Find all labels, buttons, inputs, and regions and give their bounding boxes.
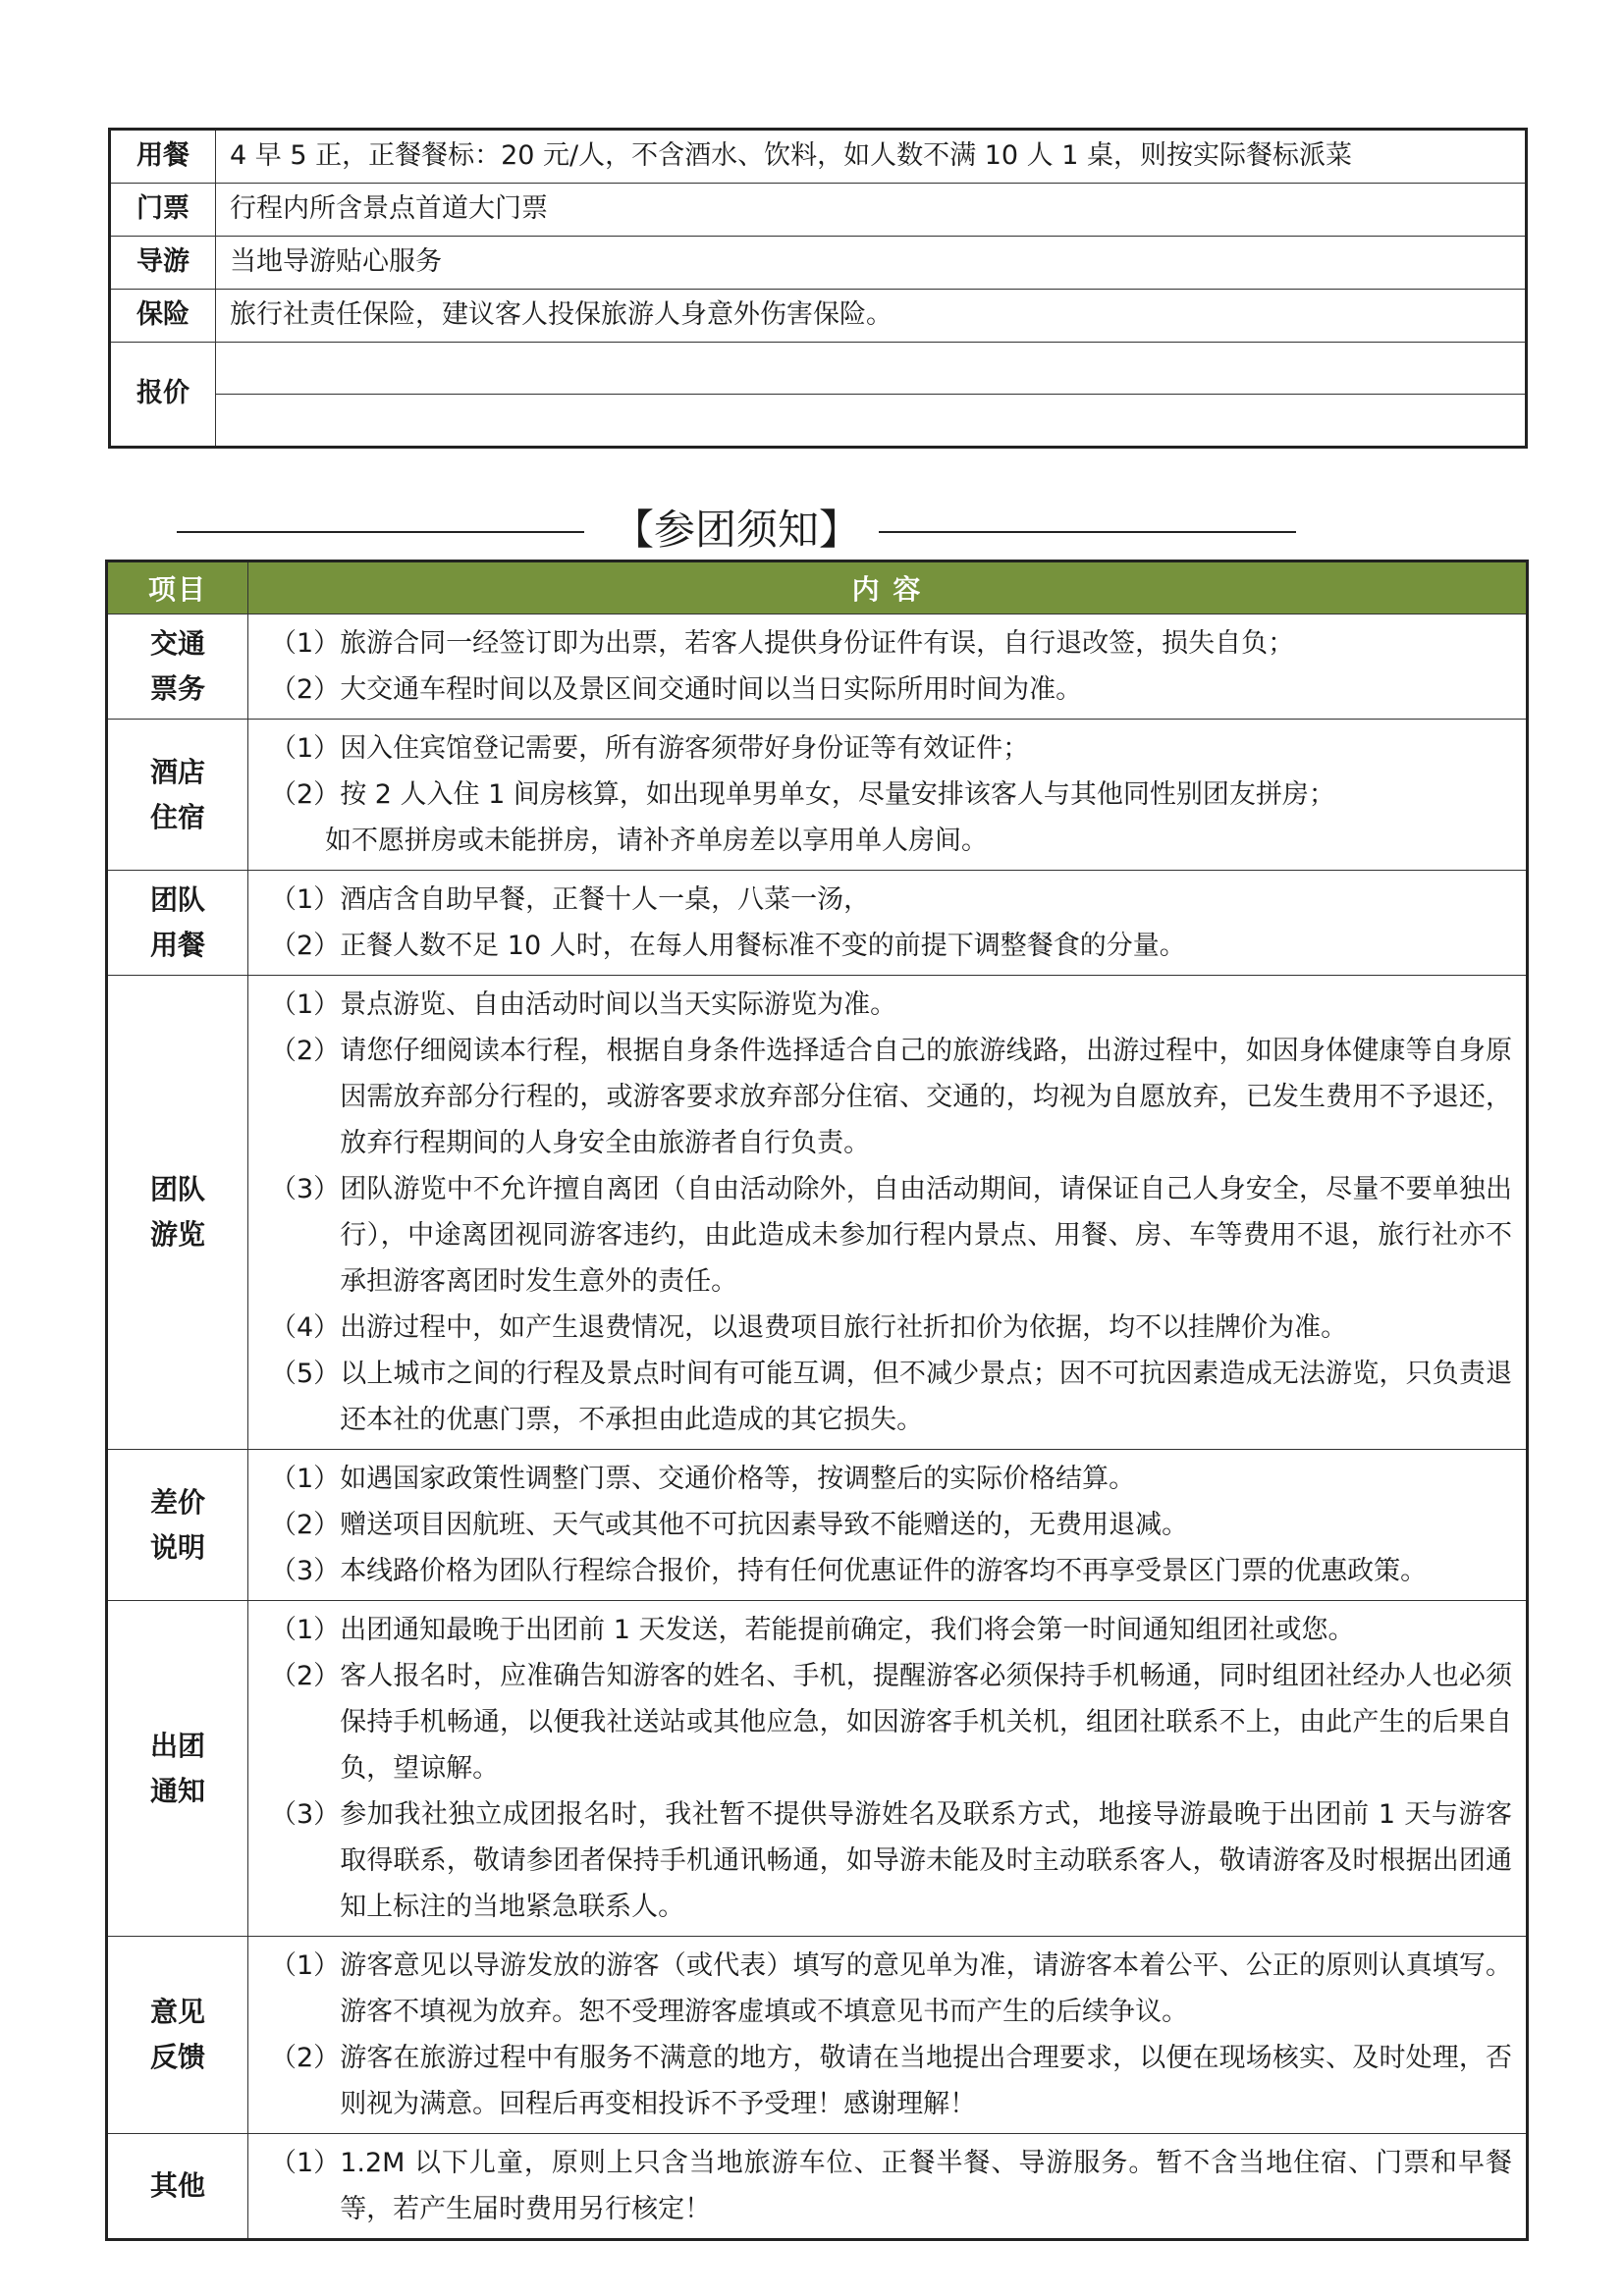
- notice-item: [270, 1653, 1512, 1791]
- item-text: 参加我社独立成团报名时，我社暂不提供导游姓名及联系方式，地接导游最晚于出团前 1 天与游客取得联系，敬请参团者保持手机通讯畅通，如导游未能及时主动联系客人，敬请游客及时根据出团通知上标注的当地紧急联系人。: [340, 1799, 1512, 1922]
- item-number: （1）: [270, 628, 341, 659]
- item-text: 酒店含自助早餐，正餐十人一桌，八菜一汤，: [340, 884, 871, 915]
- item-text: 赠送项目因航班、天气或其他不可抗因素导致不能赠送的，无费用退减。: [340, 1510, 1189, 1540]
- item-text: 如遇国家政策性调整门票、交通价格等，按调整后的实际价格结算。: [340, 1464, 1136, 1494]
- notice-label: [107, 1937, 248, 2134]
- notice-item: [270, 1502, 1512, 1548]
- quote-row: [110, 343, 1527, 395]
- row-label: 保险: [110, 290, 216, 343]
- notice-content: [248, 871, 1528, 976]
- notice-item: [270, 772, 1512, 818]
- notice-item: [270, 818, 1512, 864]
- row-label: 门票: [110, 184, 216, 237]
- notice-item: [270, 1028, 1512, 1166]
- label-line: 出团: [149, 1729, 205, 1762]
- notice-content: [248, 1450, 1528, 1601]
- item-text: 游客在旅游过程中有服务不满意的地方，敬请在当地提出合理要求，以便在现场核实、及时处理，否则视为满意。回程后再变相投诉不予受理！感谢理解！: [340, 2043, 1512, 2119]
- label-line: 票务: [149, 672, 205, 705]
- label-line: 交通: [149, 627, 205, 660]
- item-text: 大交通车程时间以及景区间交通时间以当日实际所用时间为准。: [340, 674, 1083, 705]
- quote-cell: [216, 343, 1527, 395]
- row-value: 当地导游贴心服务: [216, 237, 1527, 290]
- notice-item: [270, 1943, 1512, 2035]
- label-line: 说明: [149, 1530, 205, 1564]
- item-number: [270, 818, 325, 864]
- notice-item: [270, 1791, 1512, 1930]
- header-item: 项目: [107, 561, 248, 614]
- item-text: 如不愿拼房或未能拼房，请补齐单房差以享用单人房间。: [325, 826, 988, 856]
- label-line: 游览: [149, 1218, 205, 1251]
- notice-content: [248, 720, 1528, 871]
- notice-content: [248, 1601, 1528, 1937]
- notice-item: [270, 667, 1512, 713]
- item-number: （1）: [270, 733, 341, 764]
- notice-item: [270, 1456, 1512, 1502]
- notice-header-row: [107, 561, 1528, 614]
- notice-label: [107, 1450, 248, 1601]
- notice-item: [270, 2035, 1512, 2127]
- notice-label: [107, 871, 248, 976]
- notice-row: [107, 871, 1528, 976]
- notice-item: [270, 1166, 1512, 1305]
- item-number: （3）: [270, 1799, 341, 1830]
- notice-row: [107, 720, 1528, 871]
- notice-label: [107, 976, 248, 1450]
- row-label: 导游: [110, 237, 216, 290]
- section-title: 【参团须知】: [612, 506, 860, 554]
- item-number: （2）: [270, 674, 341, 705]
- notice-item: [270, 877, 1512, 923]
- notice-content: [248, 976, 1528, 1450]
- label-line: 用餐: [149, 929, 205, 961]
- item-number: （2）: [270, 1661, 341, 1691]
- quote-cell: [216, 395, 1527, 448]
- item-text: 客人报名时，应准确告知游客的姓名、手机，提醒游客必须保持手机畅通，同时组团社经办人也必须保持手机畅通，以便我社送站或其他应急，如因游客手机关机，组团社联系不上，由此产生的后果自负，望谅解。: [340, 1661, 1512, 1784]
- notice-item: [270, 2140, 1512, 2232]
- notice-row: [107, 1450, 1528, 1601]
- notice-row: [107, 614, 1528, 720]
- notice-label: [107, 2134, 248, 2240]
- row-label: 用餐: [110, 130, 216, 184]
- label-line: 通知: [149, 1774, 205, 1807]
- item-number: （3）: [270, 1556, 341, 1586]
- item-number: （1）: [270, 1615, 341, 1645]
- service-row: [110, 130, 1527, 184]
- item-text: 以上城市之间的行程及景点时间有可能互调，但不减少景点；因不可抗因素造成无法游览，只负责退还本社的优惠门票，不承担由此造成的其它损失。: [340, 1359, 1512, 1435]
- notice-content: [248, 1937, 1528, 2134]
- quote-label: 报价: [110, 343, 216, 448]
- notice-label: [107, 1601, 248, 1937]
- item-number: （1）: [270, 1464, 341, 1494]
- item-text: 本线路价格为团队行程综合报价，持有任何优惠证件的游客均不再享受景区门票的优惠政策。: [340, 1556, 1428, 1586]
- item-number: （2）: [270, 2043, 341, 2073]
- item-text: 景点游览、自由活动时间以当天实际游览为准。: [340, 989, 897, 1020]
- item-text: 旅游合同一经签订即为出票，若客人提供身份证件有误，自行退改签，损失自负；: [340, 628, 1295, 659]
- service-table: [108, 128, 1528, 449]
- notice-item: [270, 725, 1512, 772]
- label-line: 住宿: [149, 800, 205, 833]
- label-line: 酒店: [149, 755, 205, 788]
- item-text: 因入住宾馆登记需要，所有游客须带好身份证等有效证件；: [340, 733, 1030, 764]
- notice-row: [107, 2134, 1528, 2240]
- notice-content: [248, 614, 1528, 720]
- notice-item: [270, 1351, 1512, 1443]
- item-number: （2）: [270, 1036, 341, 1066]
- item-text: 游客意见以导游发放的游客（或代表）填写的意见单为准，请游客本着公平、公正的原则认真填写。游客不填视为放弃。恕不受理游客虚填或不填意见书而产生的后续争议。: [340, 1950, 1512, 2027]
- notice-item: [270, 1305, 1512, 1351]
- section-heading: [177, 499, 1296, 561]
- notice-row: [107, 1601, 1528, 1937]
- item-text: 按 2 人入住 1 间房核算，如出现单男单女，尽量安排该客人与其他同性别团友拼房；: [340, 779, 1335, 810]
- notice-content: [248, 2134, 1528, 2240]
- item-number: （1）: [270, 1950, 341, 1981]
- item-number: （2）: [270, 779, 341, 810]
- item-text: 请您仔细阅读本行程，根据自身条件选择适合自己的旅游线路，出游过程中，如因身体健康等自身原因需放弃部分行程的，或游客要求放弃部分住宿、交通的，均视为自愿放弃，已发生费用不予退还，放弃行程期间的人身安全由旅游者自行负责。: [340, 1036, 1512, 1158]
- notice-item: [270, 923, 1512, 969]
- row-value: 行程内所含景点首道大门票: [216, 184, 1527, 237]
- notice-item: [270, 620, 1512, 667]
- service-row: [110, 290, 1527, 343]
- service-row: [110, 184, 1527, 237]
- notice-table: [105, 560, 1529, 2241]
- notice-label: [107, 614, 248, 720]
- item-text: 出团通知最晚于出团前 1 天发送，若能提前确定，我们将会第一时间通知组团社或您。: [340, 1615, 1355, 1645]
- item-number: （5）: [270, 1359, 341, 1389]
- notice-row: [107, 1937, 1528, 2134]
- row-value: 4 早 5 正，正餐餐标：20 元/人，不含酒水、饮料，如人数不满 10 人 1 桌，则按实际餐标派菜: [216, 130, 1527, 184]
- row-value: 旅行社责任保险，建议客人投保旅游人身意外伤害保险。: [216, 290, 1527, 343]
- item-number: （3）: [270, 1174, 341, 1204]
- item-number: （1）: [270, 2148, 341, 2178]
- notice-label: [107, 720, 248, 871]
- item-text: 团队游览中不允许擅自离团（自由活动除外，自由活动期间，请保证自己人身安全，尽量不要单独出行），中途离团视同游客违约，由此造成未参加行程内景点、用餐、房、车等费用不退，旅行社亦不承担游客离团时发生意外的责任。: [340, 1174, 1512, 1297]
- item-text: 出游过程中，如产生退费情况，以退费项目旅行社折扣价为依据，均不以挂牌价为准。: [340, 1312, 1348, 1343]
- notice-item: [270, 1607, 1512, 1653]
- notice-item: [270, 1548, 1512, 1594]
- label-line: 意见: [149, 1996, 205, 2028]
- item-text: 正餐人数不足 10 人时，在每人用餐标准不变的前提下调整餐食的分量。: [340, 931, 1186, 961]
- label-line: 差价: [149, 1485, 205, 1519]
- label-line: 其他: [149, 2169, 205, 2202]
- notice-row: [107, 976, 1528, 1450]
- item-number: （2）: [270, 1510, 341, 1540]
- item-number: （1）: [270, 884, 341, 915]
- quote-row: [110, 395, 1527, 448]
- label-line: 团队: [149, 1173, 205, 1205]
- label-line: 团队: [149, 883, 205, 916]
- service-row: [110, 237, 1527, 290]
- notice-item: [270, 982, 1512, 1028]
- item-number: （1）: [270, 989, 341, 1020]
- item-number: （2）: [270, 931, 341, 961]
- header-content: 内 容: [248, 561, 1528, 614]
- item-number: （4）: [270, 1312, 341, 1343]
- item-text: 1.2M 以下儿童，原则上只含当地旅游车位、正餐半餐、导游服务。暂不含当地住宿、门票和早餐等，若产生届时费用另行核定！: [340, 2148, 1512, 2224]
- label-line: 反馈: [149, 2041, 205, 2073]
